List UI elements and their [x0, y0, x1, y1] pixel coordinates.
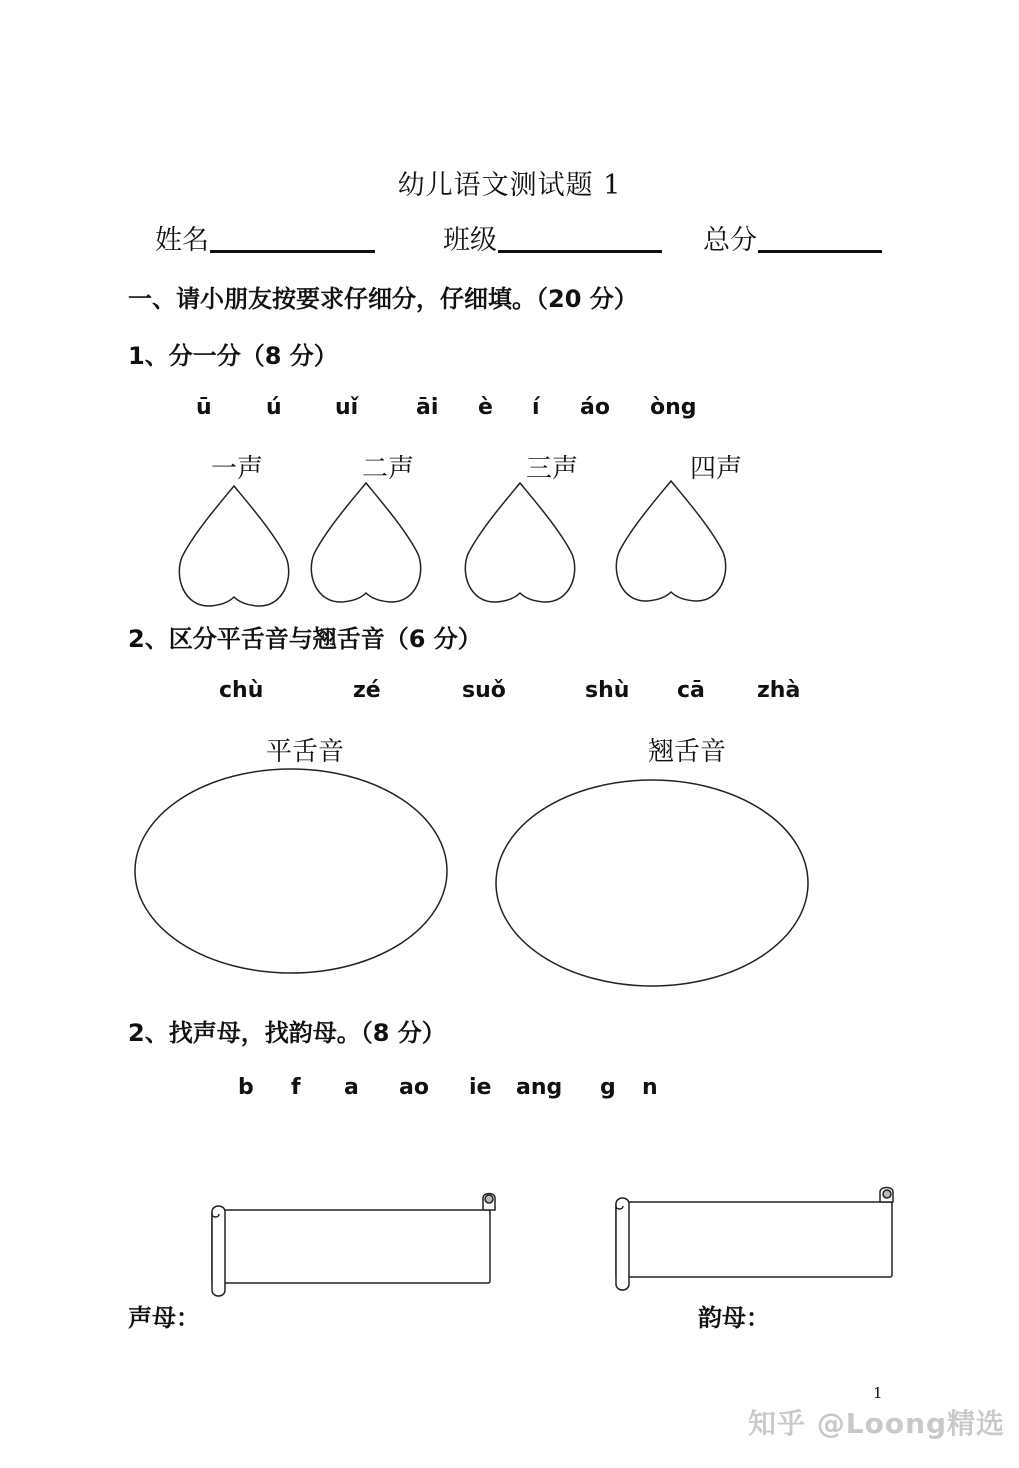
letter: g	[600, 1075, 616, 1100]
tone-label: 四声	[690, 454, 743, 484]
initials-label: 声母：	[128, 1304, 200, 1332]
syllable: òng	[650, 395, 697, 420]
syllable: áo	[580, 395, 610, 420]
score-label: 总分	[703, 225, 757, 256]
watermark: 知乎 @Loong精选	[748, 1407, 1006, 1440]
class-blank[interactable]	[498, 250, 662, 253]
syllable: zé	[353, 678, 381, 703]
syllable: cā	[677, 678, 705, 703]
section-heading: 一、请小朋友按要求仔细分，仔细填。（20 分）	[128, 285, 638, 313]
answer-oval[interactable]	[133, 767, 449, 975]
syllable: è	[478, 395, 493, 420]
group-label-flat-tongue: 平舌音	[266, 737, 345, 767]
syllable: shù	[585, 678, 630, 703]
letter: ang	[516, 1075, 563, 1100]
score-blank[interactable]	[758, 250, 882, 253]
answer-scroll[interactable]	[205, 1190, 500, 1302]
group-label-curled-tongue: 翘舌音	[648, 737, 727, 767]
answer-oval[interactable]	[494, 778, 810, 988]
question-1-heading: 1、分一分（8 分）	[128, 342, 338, 370]
letter: n	[642, 1075, 658, 1100]
letter: f	[291, 1075, 301, 1100]
question-2-heading: 2、区分平舌音与翘舌音（6 分）	[128, 625, 482, 653]
class-label: 班级	[443, 225, 497, 256]
letter: ao	[399, 1075, 429, 1100]
syllable: í	[532, 395, 540, 420]
answer-heart[interactable]	[310, 482, 422, 606]
letter: ie	[469, 1075, 492, 1100]
answer-scroll[interactable]	[609, 1186, 899, 1294]
syllable: ú	[266, 395, 282, 420]
answer-heart[interactable]	[178, 485, 290, 610]
syllable: zhà	[757, 678, 801, 703]
name-blank[interactable]	[210, 250, 375, 253]
tone-label: 二声	[362, 454, 415, 484]
page-number: 1	[873, 1384, 883, 1402]
answer-heart[interactable]	[615, 480, 727, 605]
syllable: āi	[416, 395, 439, 420]
syllable: ū	[196, 395, 212, 420]
page-title: 幼儿语文测试题 1	[397, 170, 622, 201]
answer-heart[interactable]	[464, 482, 576, 606]
tone-label: 三声	[526, 454, 579, 484]
syllable: uǐ	[335, 395, 359, 420]
syllable: suǒ	[462, 678, 506, 703]
letter: b	[238, 1075, 254, 1100]
tone-label: 一声	[211, 454, 264, 484]
syllable: chù	[219, 678, 264, 703]
letter: a	[344, 1075, 359, 1100]
question-3-heading: 2、找声母，找韵母。（8 分）	[128, 1019, 446, 1047]
name-label: 姓名	[155, 225, 209, 256]
finals-label: 韵母：	[698, 1304, 770, 1332]
